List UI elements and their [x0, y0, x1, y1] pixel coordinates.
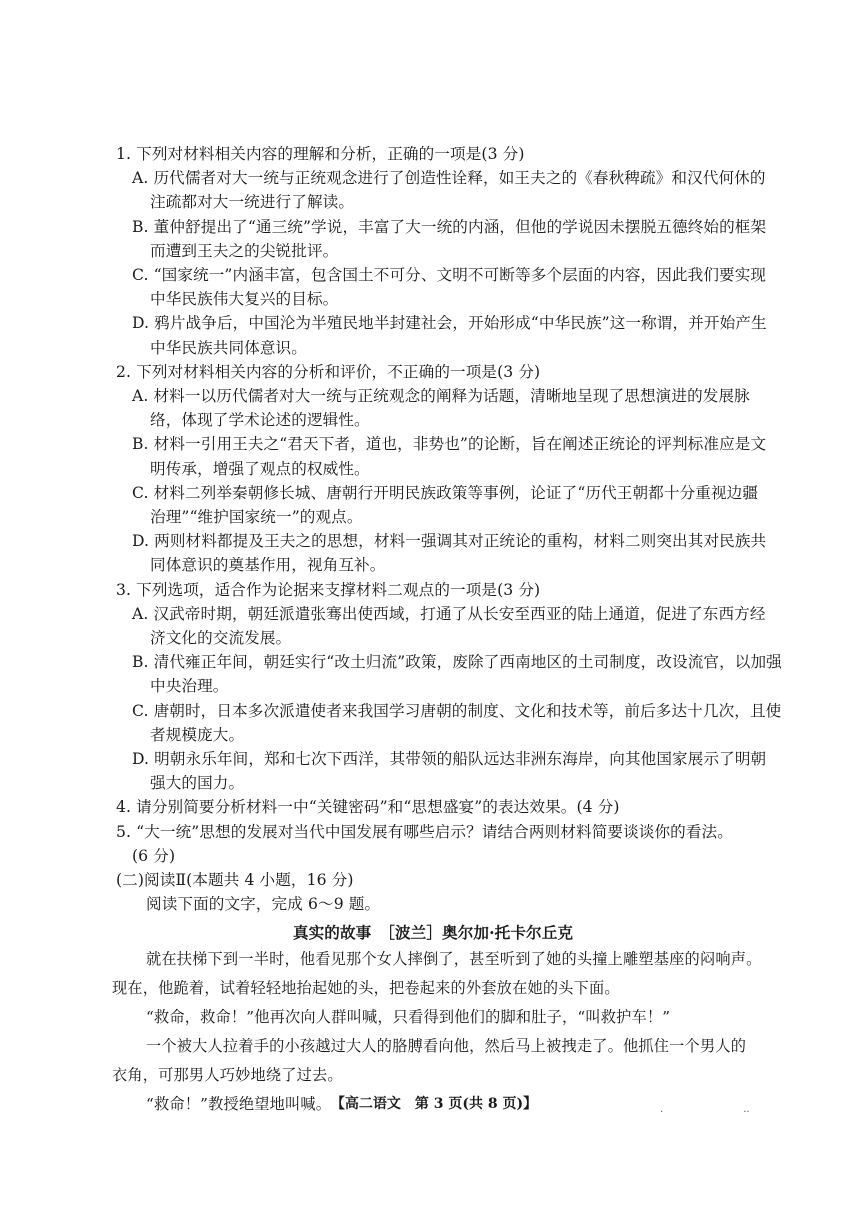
story-line-4: 一个被大人拉着手的小孩越过大人的胳膊看向他，然后马上被拽走了。他抓住一个男人的 [146, 1036, 747, 1055]
q2-option-a-cont: 络，体现了学术论述的逻辑性。 [150, 411, 370, 430]
q3-option-b: B. 清代雍正年间，朝廷实行“改土归流”政策，废除了西南地区的土司制度，改设流官，以加强 [132, 653, 782, 672]
page-footer: 【高二语文 第 3 页(共 8 页)】 [330, 1096, 538, 1112]
q2-option-c: C. 材料二列举秦朝修长城、唐朝行开明民族政策等事例，论证了“历代王朝都十分重视边疆 [132, 483, 759, 502]
q3-option-d-cont: 强大的国力。 [150, 774, 245, 793]
q1-option-c: C. “国家统一”内涵丰富，包含国土不可分、文明不可断等多个层面的内容，因此我们要实现 [132, 266, 767, 285]
q2-option-a: A. 材料一以历代儒者对大一统与正统观念的阐释为话题，清晰地呈现了思想演进的发展脉 [132, 387, 750, 406]
q1-option-d: D. 鸦片战争后，中国沦为半殖民地半封建社会，开始形成“中华民族”这一称谓，并开始产生 [132, 314, 767, 333]
q2-option-d: D. 两则材料都提及王夫之的思想，材料一强调其对正统论的重构，材料二则突出其对民族共 [132, 532, 767, 551]
q3-option-c-cont: 者规模庞大。 [150, 725, 245, 744]
q3-option-a-cont: 济文化的交流发展。 [150, 629, 292, 648]
scan-mark-2: .. [743, 1104, 750, 1115]
question-4: 4. 请分别简要分析材料一中“关键密码”和“思想盛宴”的表达效果。(4 分) [116, 798, 620, 817]
q1-option-b-cont: 而遭到王夫之的尖锐批评。 [150, 241, 339, 260]
question-5-cont: (6 分) [132, 846, 176, 865]
q1-option-a-cont: 注疏都对大一统进行了解读。 [150, 193, 355, 212]
story-line-6: “救命！”教授绝望地叫喊。 [146, 1094, 332, 1113]
question-2-stem: 2. 下列对材料相关内容的分析和评价，不正确的一项是(3 分) [116, 362, 541, 381]
question-3-stem: 3. 下列选项，适合作为论据来支撑材料二观点的一项是(3 分) [116, 580, 541, 599]
q2-option-d-cont: 同体意识的奠基作用，视角互补。 [150, 556, 386, 575]
q3-option-d: D. 明朝永乐年间，郑和七次下西洋，其带领的船队远达非洲东海岸，向其他国家展示了明朝 [132, 750, 767, 769]
scan-marks [660, 1104, 830, 1115]
q1-option-d-cont: 中华民族共同体意识。 [150, 338, 307, 357]
story-title: 真实的故事 ［波兰］奥尔加·托卡尔丘克 [292, 922, 574, 942]
question-5: 5. “大一统”思想的发展对当代中国发展有哪些启示？请结合两则材料简要谈谈你的看法。 [116, 822, 733, 841]
section-heading: (二)阅读Ⅱ(本题共 4 小题，16 分) [116, 871, 354, 890]
q3-option-b-cont: 中央治理。 [150, 677, 229, 696]
q3-option-c: C. 唐朝时，日本多次派遣使者来我国学习唐朝的制度、文化和技术等，前后多达十几次，且使 [132, 701, 782, 720]
q1-option-c-cont: 中华民族伟大复兴的目标。 [150, 290, 339, 309]
story-line-2: 现在，他跪着，试着轻轻地抬起她的头，把卷起来的外套放在她的头下面。 [112, 978, 620, 997]
story-line-5: 衣角，可那男人巧妙地绕了过去。 [112, 1065, 343, 1084]
story-line-3: “救命，救命！”他再次向人群叫喊，只看得到他们的脚和肚子，“叫救护车！” [146, 1007, 671, 1026]
q1-option-b: B. 董仲舒提出了“通三统”学说，丰富了大一统的内涵，但他的学说因未摆脱五德终始的框架 [132, 217, 767, 236]
page-content [112, 142, 782, 1119]
q2-option-b: B. 材料一引用王夫之“君天下者，道也，非势也”的论断，旨在阐述正统论的评判标准应是文 [132, 435, 767, 454]
q3-option-a: A. 汉武帝时期，朝廷派遣张骞出使西域，打通了从长安至西亚的陆上通道，促进了东西方经 [132, 604, 766, 623]
story-line-1: 就在扶梯下到一半时，他看见那个女人摔倒了，甚至听到了她的头撞上雕塑基座的闷响声。 [146, 949, 762, 968]
q2-option-b-cont: 明传承，增强了观点的权威性。 [150, 459, 370, 478]
q2-option-c-cont: 治理”“维护国家统一”的观点。 [150, 508, 363, 527]
q1-option-a: A. 历代儒者对大一统与正统观念进行了创造性诠释，如王夫之的《春秋稗疏》和汉代何休的 [132, 169, 766, 188]
scan-mark-1: . [660, 1104, 664, 1115]
reading-instruction: 阅读下面的文字，完成 6～9 题。 [146, 895, 381, 914]
question-1-stem: 1. 下列对材料相关内容的理解和分析，正确的一项是(3 分) [116, 145, 525, 163]
